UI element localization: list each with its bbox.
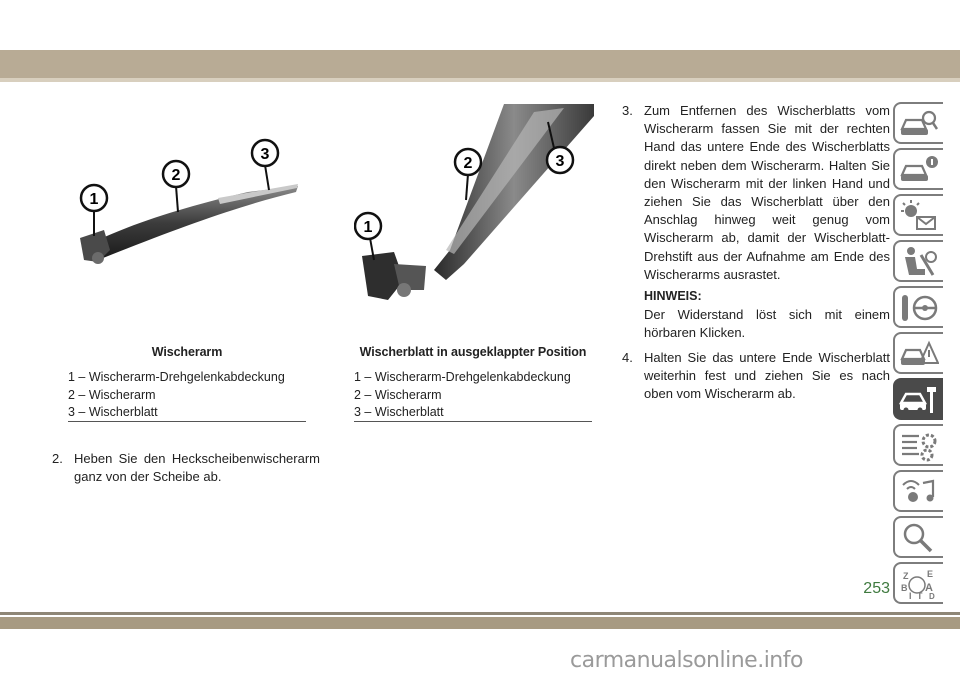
legend-item: 1 – Wischerarm-Drehgelenkabdeckung [354,370,571,384]
footer-band [0,617,960,629]
callout-1: 1 [89,191,99,208]
callout-2: 2 [171,167,181,184]
figure-legend [354,369,592,422]
svg-text:I: I [909,591,912,601]
header-band-highlight [0,78,960,82]
svg-text:A: A [925,582,933,594]
car-service-wrench-icon[interactable] [893,378,943,420]
legend-item: 1 – Wischerarm-Drehgelenkabdeckung [68,370,285,384]
legend-item: 3 – Wischerblatt [354,405,444,419]
watermark: carmanualsonline.info [570,648,803,673]
page-number: 253 [863,580,890,597]
specifications-gear-icon[interactable] [893,424,943,466]
figure-wiper-blade-folded-out [354,104,594,304]
callout-2: 2 [463,155,473,172]
instruction-step [622,349,890,404]
figure-wiper-arm [68,134,304,274]
svg-text:E: E [927,569,934,579]
instruction-step [622,102,890,284]
figure-legend [68,369,306,422]
callout-3: 3 [555,153,565,170]
note-heading: HINWEIS: [644,289,702,303]
airbag-seat-icon[interactable] [893,240,943,282]
step-number: 4. [622,350,633,365]
svg-text:D: D [929,592,935,601]
legend-divider [68,421,306,422]
legend-item: 2 – Wischerarm [68,387,156,402]
legend-item: 2 – Wischerarm [354,387,442,402]
step-text: Zum Entfernen des Wischerblatts vom Wischerarm fassen Sie mit der rechten Hand das untere Ende des Wischerblatts direkt neben dem Wischerarm. Halten Sie den Wischerarm mit der linken Hand und ziehen Sie das Wischerblatt über den Anschlag hinweg weit genug vom Wischerarm ab, damit der Wischerblatt-Drehstift aus der Aufnahme am Ende des Wischerarms ausrastet. [644,103,890,282]
step-number: 2. [52,451,63,466]
footer-line [0,612,960,615]
figure-caption: Wischerarm [151,345,223,359]
instruction-step [52,450,320,486]
step-number: 3. [622,103,633,118]
car-warning-triangle-icon[interactable] [893,332,943,374]
callout-3: 3 [260,146,270,163]
note-text: Der Widerstand löst sich mit einem hörbaren Klicken. [644,307,890,341]
multimedia-music-icon[interactable] [893,470,943,512]
legend-item: 3 – Wischerblatt [68,405,158,419]
search-magnifier-icon[interactable] [893,516,943,558]
step-text: Halten Sie das untere Ende Wischerblatt weiterhin fest und ziehen Sie es nach oben vom Wischerarm ab. [644,350,890,402]
header-band [0,50,960,78]
warning-light-message-icon[interactable] [893,194,943,236]
step-text: Heben Sie den Heckscheibenwischerarm ganz von der Scheibe ab. [74,451,320,485]
legend-divider [354,421,592,422]
car-search-icon[interactable] [893,102,943,144]
svg-text:T: T [917,591,923,601]
svg-text:Z: Z [903,571,909,581]
figure-caption: Wischerblatt in ausgeklappter Position [359,345,587,359]
steering-wheel-key-icon[interactable] [893,286,943,328]
alphabetical-index-icon[interactable] [893,562,943,604]
car-info-icon[interactable] [893,148,943,190]
callout-1: 1 [363,219,373,236]
svg-text:B: B [901,583,908,593]
